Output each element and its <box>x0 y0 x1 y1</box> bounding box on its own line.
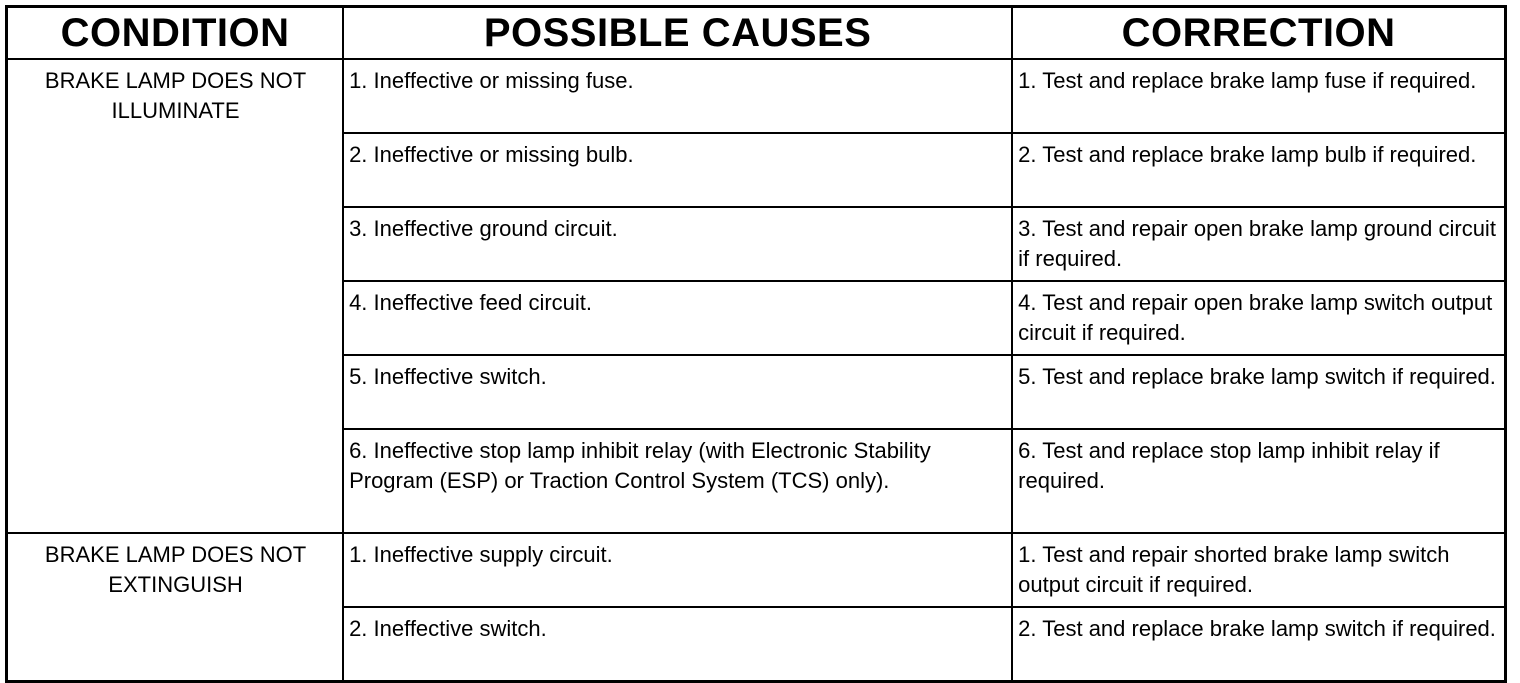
correction-cell: 2. Test and replace brake lamp switch if required. <box>1012 607 1505 682</box>
table-row <box>7 59 1506 133</box>
cause-cell: 3. Ineffective ground circuit. <box>343 207 1012 281</box>
condition-text: ILLUMINATE <box>111 98 240 123</box>
condition-cell <box>7 533 344 682</box>
diagnosis-table <box>5 5 1507 683</box>
cause-cell: 1. Ineffective or missing fuse. <box>343 59 1012 133</box>
cause-cell: 5. Ineffective switch. <box>343 355 1012 429</box>
header-possible-causes: POSSIBLE CAUSES <box>343 7 1012 60</box>
header-row <box>7 7 1506 60</box>
diagnosis-table-container <box>5 5 1507 667</box>
cause-cell: 1. Ineffective supply circuit. <box>343 533 1012 607</box>
correction-cell: 6. Test and replace stop lamp inhibit relay if required. <box>1012 429 1505 533</box>
correction-cell: 1. Test and replace brake lamp fuse if required. <box>1012 59 1505 133</box>
condition-cell <box>7 59 344 533</box>
correction-cell: 1. Test and repair shorted brake lamp switch output circuit if required. <box>1012 533 1505 607</box>
condition-text: EXTINGUISH <box>108 572 243 597</box>
cause-cell: 4. Ineffective feed circuit. <box>343 281 1012 355</box>
cause-cell: 2. Ineffective switch. <box>343 607 1012 682</box>
correction-cell: 3. Test and repair open brake lamp ground circuit if required. <box>1012 207 1505 281</box>
correction-cell: 2. Test and replace brake lamp bulb if required. <box>1012 133 1505 207</box>
condition-text: BRAKE LAMP DOES NOT <box>44 542 307 567</box>
header-correction: CORRECTION <box>1012 7 1505 60</box>
correction-cell: 5. Test and replace brake lamp switch if required. <box>1012 355 1505 429</box>
cause-cell: 2. Ineffective or missing bulb. <box>343 133 1012 207</box>
correction-cell: 4. Test and repair open brake lamp switch output circuit if required. <box>1012 281 1505 355</box>
header-condition: CONDITION <box>7 7 344 60</box>
condition-text: BRAKE LAMP DOES NOT <box>44 68 307 93</box>
cause-cell: 6. Ineffective stop lamp inhibit relay (with Electronic Stability Program (ESP) or Traction Control System (TCS) only). <box>343 429 1012 533</box>
table-row <box>7 533 1506 607</box>
